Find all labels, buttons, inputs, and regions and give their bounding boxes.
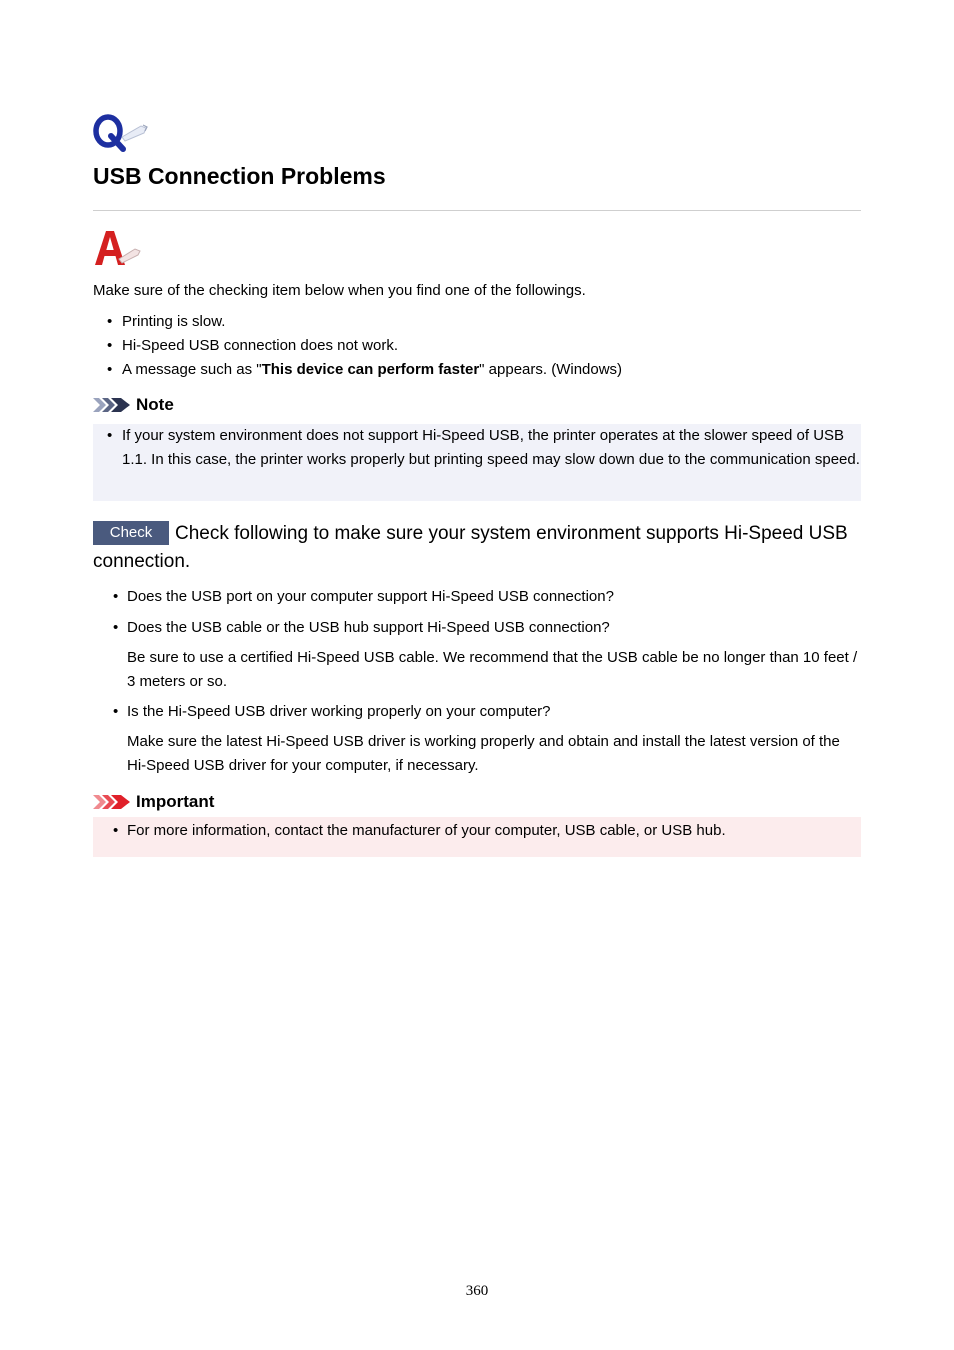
page-title: USB Connection Problems	[93, 163, 386, 189]
page-number: 360	[465, 1283, 489, 1299]
check-text: Check following to make sure your system environment supports Hi-Speed USB connection.	[93, 523, 848, 572]
note-heading	[93, 392, 174, 418]
list-item	[93, 585, 861, 609]
title-divider	[93, 210, 861, 211]
list-item: • Hi-Speed USB connection does not work.	[93, 334, 622, 358]
important-arrows-icon	[93, 793, 131, 811]
note-label: Note	[136, 395, 174, 414]
check-detail: Be sure to use a certified Hi-Speed USB cable. We recommend that the USB cable be no longer than 10 feet / 3 meters or so.	[127, 649, 858, 690]
check-question: • Does the USB cable or the USB hub support Hi-Speed USB connection?	[93, 616, 861, 640]
list-item	[93, 700, 861, 778]
note-box	[93, 424, 861, 501]
important-label: Important	[136, 792, 215, 811]
note-item: • If your system environment does not support Hi-Speed USB, the printer operates at the slower speed of USB 1.1. In this case, the printer works properly but printing speed may slow down due to the communication speed.	[93, 424, 861, 472]
check-question: • Does the USB port on your computer support Hi-Speed USB connection?	[93, 585, 861, 609]
question-q-icon	[93, 112, 149, 152]
list-item: • A message such as "This device can perform faster" appears. (Windows)	[93, 358, 622, 382]
message-text: This device can perform faster	[261, 361, 480, 378]
list-item	[93, 616, 861, 694]
intro-text: Make sure of the checking item below when you find one of the followings.	[93, 282, 586, 299]
check-badge: Check	[93, 521, 169, 545]
important-heading	[93, 789, 214, 815]
note-arrows-icon	[93, 396, 131, 414]
symptom-list	[93, 310, 622, 382]
check-question: • Is the Hi-Speed USB driver working properly on your computer?	[93, 700, 861, 724]
important-item: • For more information, contact the manufacturer of your computer, USB cable, or USB hub.	[93, 817, 861, 845]
list-item: • Printing is slow.	[93, 310, 622, 334]
check-heading	[93, 520, 861, 576]
check-detail: Make sure the latest Hi-Speed USB driver is working properly and obtain and install the latest version of the Hi-Speed USB driver for your computer, if necessary.	[127, 733, 840, 774]
answer-a-icon	[93, 229, 143, 267]
important-box	[93, 817, 861, 857]
